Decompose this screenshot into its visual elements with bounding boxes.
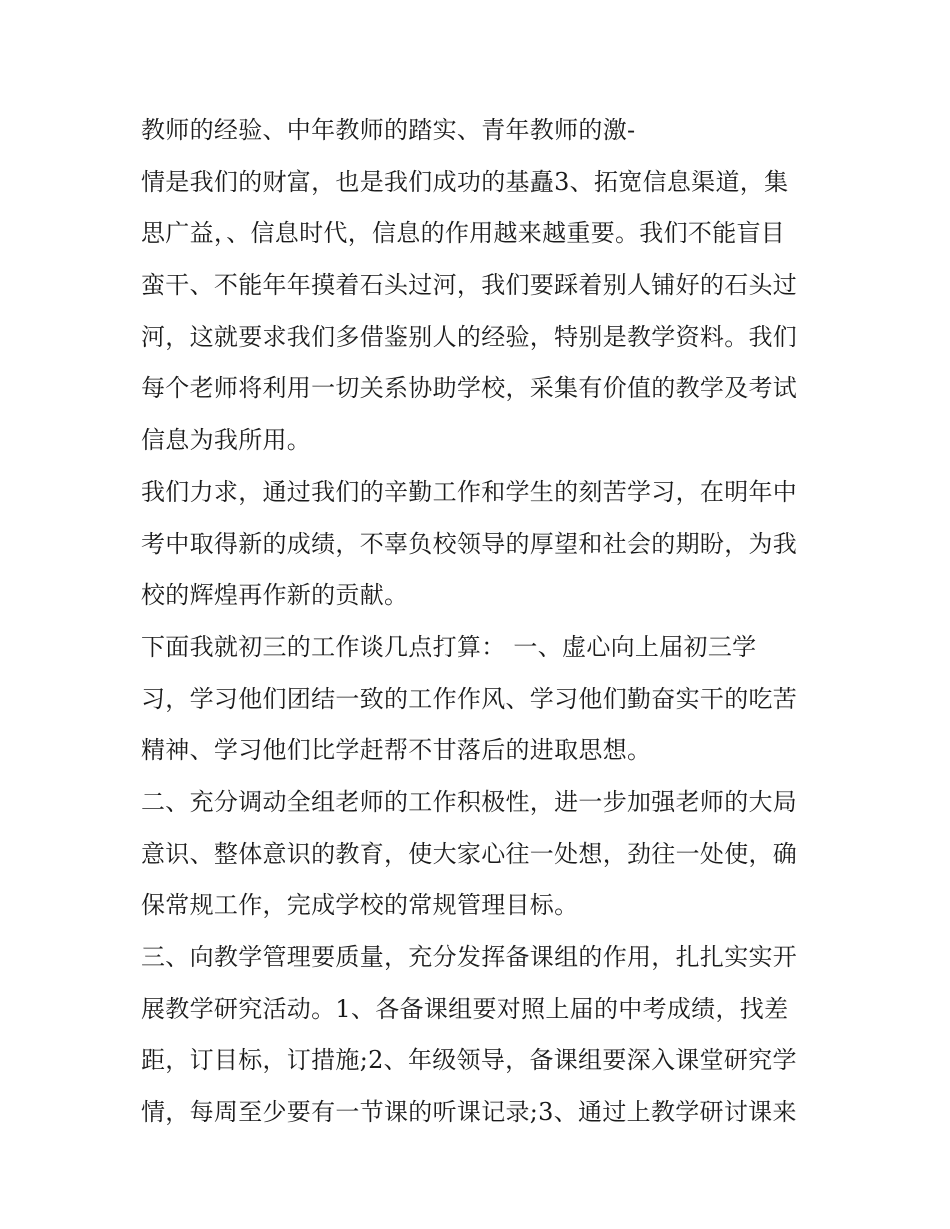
text-line: 考中取得新的成绩，不辜负校领导的厚望和社会的期盼，为我 <box>141 529 798 558</box>
text-line: 蛮干、不能年年摸着石头过河，我们要踩着别人铺好的石头过 <box>141 271 798 300</box>
text-line: 距，订目标，订措施;2、年级领导，备课组要深入课堂研究学 <box>141 1046 797 1075</box>
document-body <box>141 112 821 1146</box>
text-line: 保常规工作，完成学校的常规管理目标。 <box>141 891 579 920</box>
text-line: 下面我就初三的工作谈几点打算： 一、虚心向上届初三学 <box>141 632 757 661</box>
text-line: 我们力求，通过我们的辛勤工作和学生的刻苦学习，在明年中 <box>141 477 798 506</box>
text-line: 精神、学习他们比学赶帮不甘落后的进取思想。 <box>141 736 652 765</box>
text-line: 情，每周至少要有一节课的听课记录;3、通过上教学研讨课来 <box>141 1098 797 1127</box>
text-line: 河，这就要求我们多借鉴别人的经验，特别是教学资料。我们 <box>141 322 798 351</box>
text-line: 三、向教学管理要质量，充分发挥备课组的作用，扎扎实实开 <box>141 943 798 971</box>
text-line: 二、充分调动全组老师的工作积极性，进一步加强老师的大局 <box>141 787 798 816</box>
text-line: 信息为我所用。 <box>141 426 312 455</box>
text-line: 展教学研究活动。1、各备课组要对照上届的中考成绩，找差 <box>141 994 789 1023</box>
text-line: 校的辉煌再作新的贡献。 <box>141 581 409 610</box>
text-line: 每个老师将利用一切关系协助学校，采集有价值的教学及考试 <box>141 374 798 403</box>
text-line: 思广益，、信息时代，信息的作用越来越重要。我们不能盲目 <box>141 219 786 248</box>
text-line: 教师的经验、中年教师的踏实、青年教师的激- <box>141 116 636 144</box>
text-line: 意识、整体意识的教育，使大家心往一处想，劲往一处使，确 <box>141 839 798 868</box>
text-line: 习，学习他们团结一致的工作作风、学习他们勤奋实干的吃苦 <box>141 684 798 713</box>
text-line: 情是我们的财富，也是我们成功的基矗3、拓宽信息渠道，集 <box>141 167 789 196</box>
